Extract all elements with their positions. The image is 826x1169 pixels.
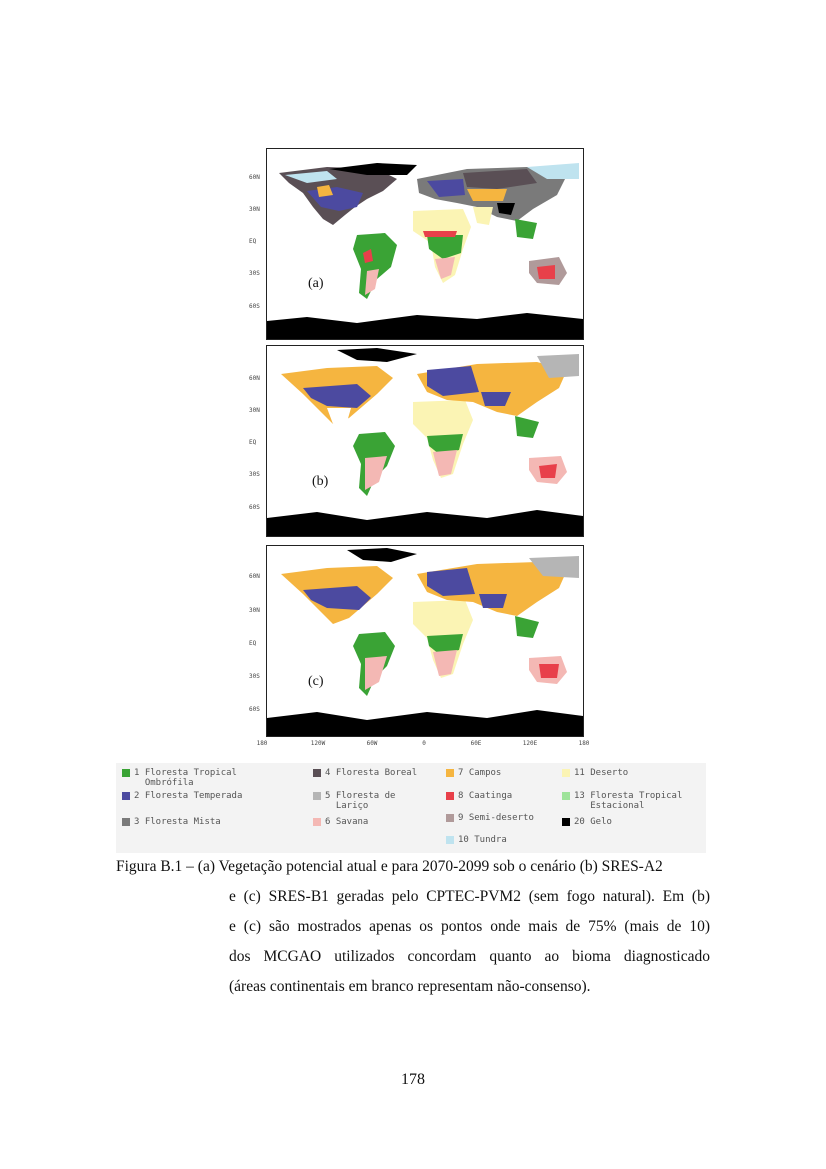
lat-label: 30N bbox=[249, 407, 260, 414]
caption-line: e (c) SRES-B1 geradas pelo CPTEC-PVM2 (sem fogo natural). Em (b) bbox=[229, 888, 710, 905]
lat-label: 30S bbox=[249, 471, 260, 478]
biome-legend bbox=[116, 763, 706, 853]
map-panel-c bbox=[266, 545, 584, 737]
longitude-axis bbox=[258, 740, 598, 750]
page-number: 178 bbox=[401, 1071, 425, 1088]
legend-swatch bbox=[122, 769, 130, 777]
north-america bbox=[281, 366, 393, 424]
lat-label: 60S bbox=[249, 706, 260, 713]
lon-label: 180 bbox=[256, 740, 268, 747]
caption-line: dos MCGAO utilizados concordam quanto ao bioma diagnosticado bbox=[229, 948, 710, 965]
lat-label: 60N bbox=[249, 375, 260, 382]
legend-label: 2 Floresta Temperada bbox=[134, 791, 243, 801]
world-map-b bbox=[267, 346, 583, 536]
north-america bbox=[281, 566, 393, 624]
world-map-c bbox=[267, 546, 583, 736]
legend-swatch bbox=[122, 818, 130, 826]
figure-caption bbox=[116, 852, 710, 1002]
panel-label-a: (a) bbox=[308, 276, 324, 291]
world-map-a bbox=[267, 149, 583, 339]
legend-item bbox=[446, 813, 534, 823]
legend-item bbox=[122, 768, 237, 788]
caption-line: e (c) são mostrados apenas os pontos onde mais de 75% (mais de 10) bbox=[229, 918, 710, 935]
legend-label: 11 Deserto bbox=[574, 768, 629, 778]
legend-item bbox=[313, 817, 368, 827]
lat-label: 30S bbox=[249, 673, 260, 680]
legend-item bbox=[562, 791, 682, 811]
australia bbox=[529, 257, 567, 285]
legend-label: 13 Floresta Tropical Estacional bbox=[574, 791, 683, 811]
legend-swatch bbox=[446, 836, 454, 844]
lon-label: 120W bbox=[310, 740, 326, 747]
australia bbox=[529, 456, 567, 484]
lon-label: 0 bbox=[422, 740, 426, 747]
vegetation-map-figure bbox=[233, 143, 593, 758]
africa bbox=[413, 209, 471, 283]
legend-label: 1 Floresta Tropical Ombrófila bbox=[134, 768, 237, 788]
australia bbox=[529, 656, 567, 684]
lat-label: 60N bbox=[249, 573, 260, 580]
legend-item bbox=[122, 791, 242, 801]
lat-label: 60S bbox=[249, 504, 260, 511]
lat-label: 30N bbox=[249, 206, 260, 213]
legend-item bbox=[446, 791, 512, 801]
lon-label: 180 bbox=[578, 740, 590, 747]
legend-swatch bbox=[562, 769, 570, 777]
south-america bbox=[353, 632, 395, 696]
legend-swatch bbox=[446, 814, 454, 822]
legend-label: 7 Campos bbox=[458, 768, 502, 778]
africa bbox=[413, 600, 473, 678]
legend-label: 8 Caatinga bbox=[458, 791, 513, 801]
lat-label: EQ bbox=[249, 439, 257, 446]
legend-swatch bbox=[562, 792, 570, 800]
lat-label: EQ bbox=[249, 238, 257, 245]
legend-item bbox=[562, 817, 612, 827]
legend-item bbox=[313, 791, 395, 811]
caption-line: (áreas continentais em branco representam não-consenso). bbox=[229, 978, 591, 995]
map-panel-a bbox=[266, 148, 584, 340]
legend-label: 9 Semi-deserto bbox=[458, 813, 534, 823]
panel-label-c: (c) bbox=[308, 674, 324, 689]
panel-label-b: (b) bbox=[312, 474, 329, 489]
map-panel-b bbox=[266, 345, 584, 537]
legend-item bbox=[562, 768, 628, 778]
legend-label: 6 Savana bbox=[325, 817, 369, 827]
legend-label: 10 Tundra bbox=[458, 835, 507, 845]
lat-label: 60N bbox=[249, 174, 260, 181]
lat-label: EQ bbox=[249, 640, 257, 647]
lat-label: 30N bbox=[249, 607, 260, 614]
lat-label: 30S bbox=[249, 270, 260, 277]
legend-swatch bbox=[313, 792, 321, 800]
legend-item bbox=[446, 768, 501, 778]
africa bbox=[413, 400, 473, 478]
legend-swatch bbox=[446, 792, 454, 800]
lon-label: 60W bbox=[366, 740, 378, 747]
legend-label: 3 Floresta Mista bbox=[134, 817, 221, 827]
ice-antarctica bbox=[267, 313, 583, 339]
caption-line: Figura B.1 – (a) Vegetação potencial atual e para 2070-2099 sob o cenário (b) SRES-A2 bbox=[116, 858, 663, 875]
legend-swatch bbox=[122, 792, 130, 800]
legend-label: 20 Gelo bbox=[574, 817, 612, 827]
legend-swatch bbox=[313, 769, 321, 777]
legend-label: 5 Floresta de Lariço bbox=[325, 791, 396, 811]
legend-swatch bbox=[446, 769, 454, 777]
south-america bbox=[353, 233, 397, 299]
legend-item bbox=[313, 768, 417, 778]
legend-swatch bbox=[562, 818, 570, 826]
lon-label: 120E bbox=[522, 740, 538, 747]
legend-item bbox=[446, 835, 507, 845]
legend-label: 4 Floresta Boreal bbox=[325, 768, 418, 778]
lat-label: 60S bbox=[249, 303, 260, 310]
legend-swatch bbox=[313, 818, 321, 826]
south-america bbox=[353, 432, 395, 496]
legend-item bbox=[122, 817, 221, 827]
lon-label: 60E bbox=[470, 740, 482, 747]
north-america bbox=[279, 163, 417, 225]
